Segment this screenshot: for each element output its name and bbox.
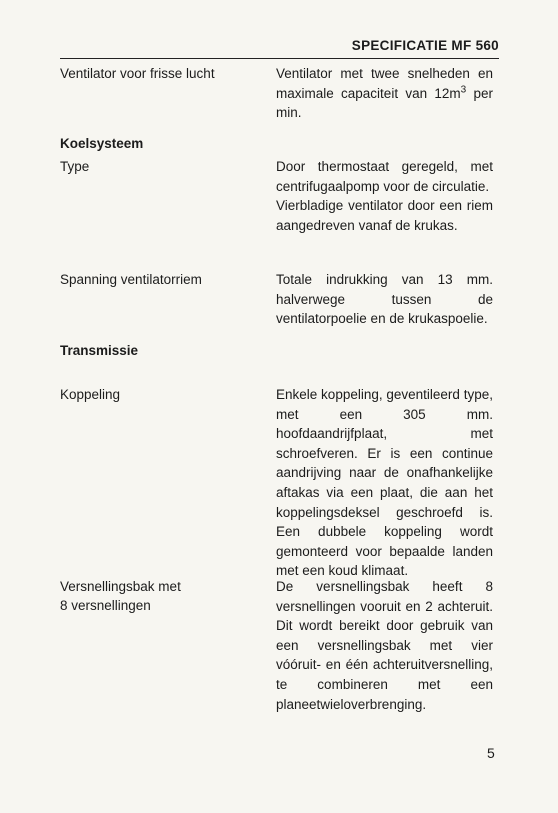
page-header-title: SPECIFICATIE MF 560: [351, 38, 499, 53]
spec-value-ventilator: [276, 64, 493, 123]
spec-value-type-paragraph-1: Door thermostaat geregeld, met centrifugaalpomp voor de circulatie.: [276, 159, 493, 194]
spec-value-koppeling: Enkele koppeling, geventileerd type, met een 305 mm. hoofdaandrijfplaat, met schroefveren. Er is een continue aandrijving naar de onafhankelijke aftakas via een plaat, die aan het koppelingsdeksel geschroefd is. Een dubbele koppeling wordt gemonteerd voor bepaalde landen met een koud klimaat.: [276, 387, 493, 579]
spec-label-versnellingsbak: [60, 577, 265, 615]
section-heading-transmissie: Transmissie: [60, 343, 139, 358]
page-number: 5: [487, 745, 495, 761]
header-rule: [60, 58, 499, 59]
spec-value-ventilator-tail: per min.: [276, 85, 493, 121]
spec-label-koppeling: Koppeling: [60, 387, 121, 402]
spec-value-versnellingsbak: De versnellingsbak heeft 8 versnellingen vooruit en 2 achteruit. Dit wordt bereikt door gebruik van een versnellingsbak met vier vóóruit- en één achteruitversnelling, te combineren met een planeetwieloverbrenging.: [276, 579, 493, 712]
spec-label-spanning: Spanning ventilatorriem: [60, 272, 202, 287]
spec-value-type-paragraph-2: Vierbladige ventilator door een riem aangedreven vanaf de krukas.: [276, 198, 493, 233]
spec-value-spanning: Totale indrukking van 13 mm. halverwege tussen de ventilatorpoelie en de krukaspoelie.: [276, 272, 493, 327]
spec-label-versnellingsbak-line-2: 8 versnellingen: [60, 598, 151, 613]
superscript-cubed: 3: [460, 84, 467, 96]
spec-value-ventilator-text: Ventilator met twee snelheden en maximale capaciteit van 12m: [276, 66, 493, 101]
spec-label-type: Type: [60, 159, 90, 174]
spec-label-ventilator: Ventilator voor frisse lucht: [60, 66, 215, 81]
section-heading-koelsysteem: Koelsysteem: [60, 136, 144, 151]
spec-label-versnellingsbak-line-1: Versnellingsbak met: [60, 579, 181, 594]
spec-value-type: [276, 157, 493, 235]
